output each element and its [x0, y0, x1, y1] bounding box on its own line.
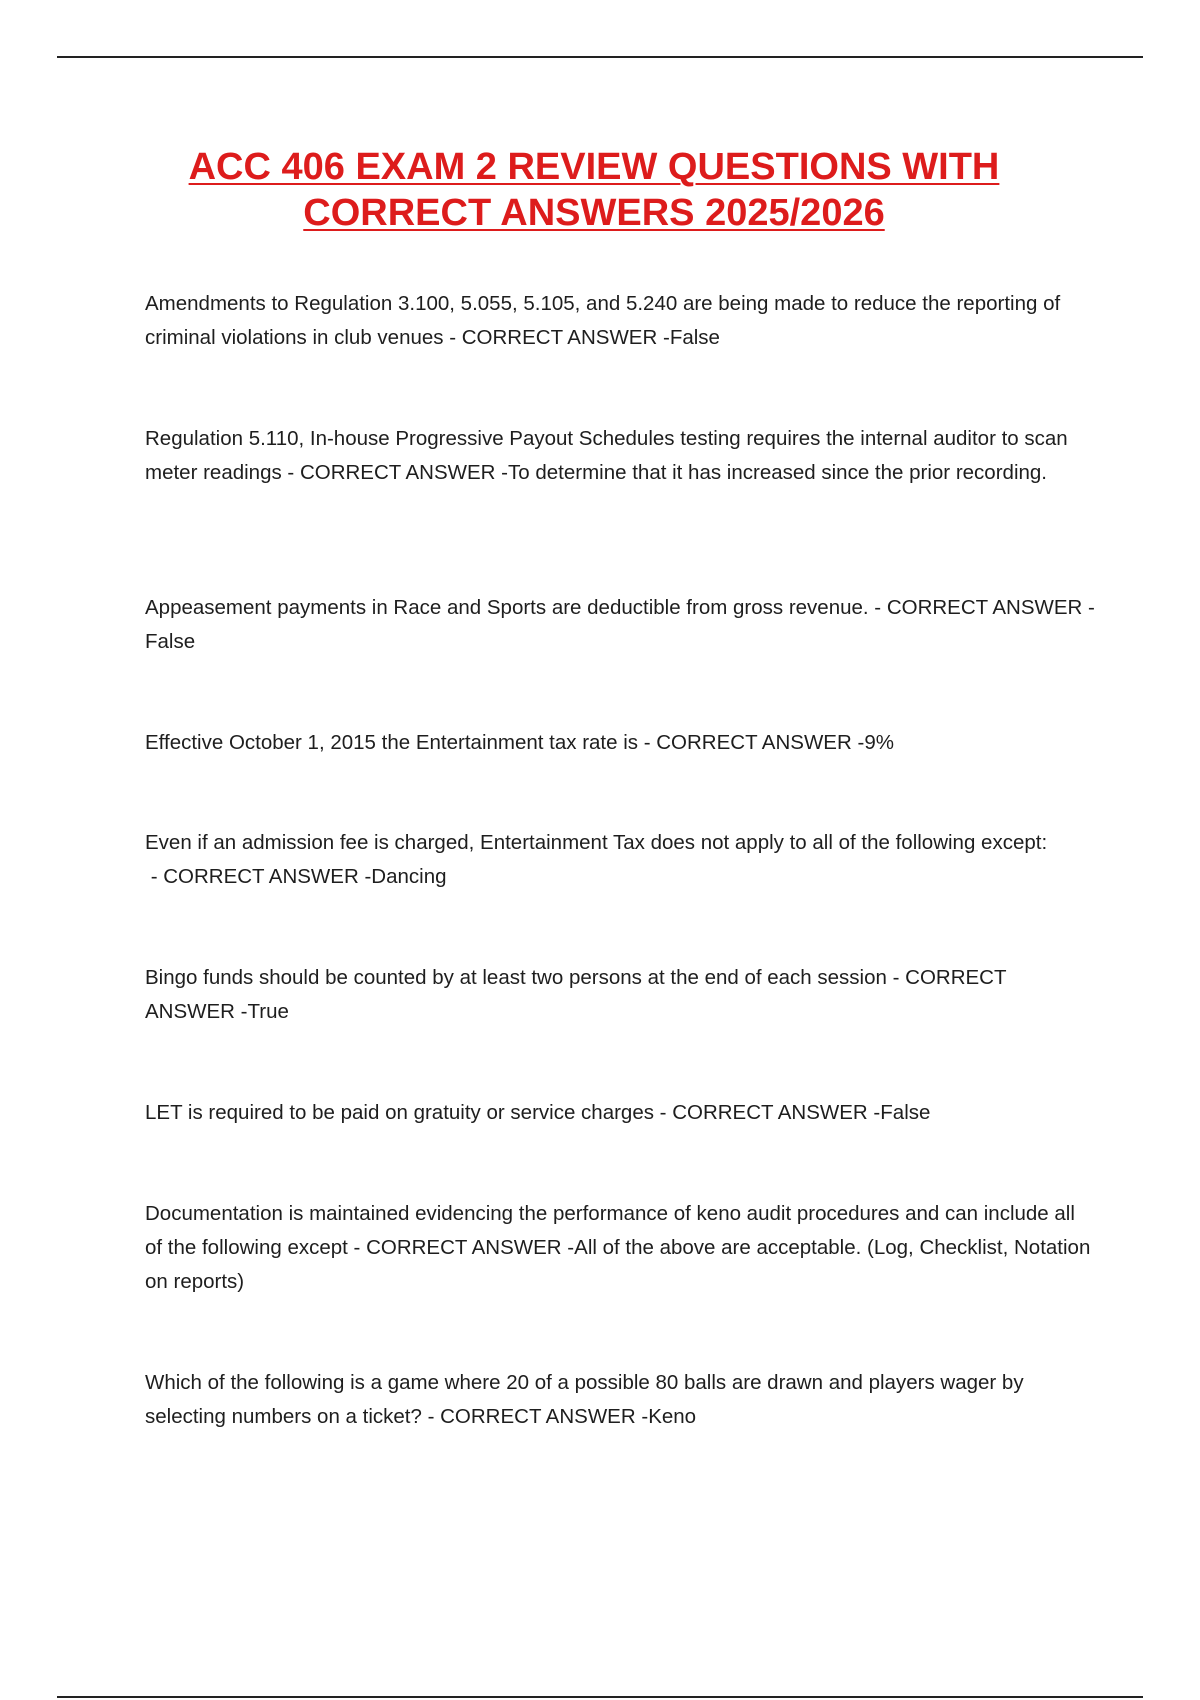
answer-marker: CORRECT ANSWER [440, 1405, 636, 1428]
qa-item-6: Bingo funds should be counted by at least two persons at the end of each session - CORRECT ANSWER -True [145, 966, 1007, 1023]
answer-text: To determine that it has increased since the prior recording. [508, 461, 1047, 484]
title-line-2: CORRECT ANSWERS 2025/2026 [303, 192, 885, 234]
question-text: Effective October 1, 2015 the Entertainment tax rate is [145, 731, 639, 754]
answer-marker: CORRECT ANSWER [299, 461, 496, 484]
answer-text: Keno [648, 1405, 697, 1428]
answer-text: Dancing [371, 865, 447, 888]
bottom-divider [57, 1696, 1143, 1698]
answer-marker: CORRECT ANSWER [145, 966, 1007, 1023]
qa-item-8: Documentation is maintained evidencing the performance of keno audit procedures and can include all of the following except - CORRECT ANSWER -All of the above are acceptable. (Log, Checklist, Notation on reports) [145, 1202, 1091, 1293]
answer-marker: CORRECT ANSWER [461, 326, 658, 349]
answer-marker: CORRECT ANSWER [163, 865, 359, 888]
qa-item-4: Effective October 1, 2015 the Entertainment tax rate is - CORRECT ANSWER -9% [145, 731, 894, 754]
qa-item-3: Appeasement payments in Race and Sports are deductible from gross revenue. - CORRECT ANSWER -False [145, 596, 1095, 653]
answer-text: 9% [864, 731, 894, 754]
qa-item-7: LET is required to be paid on gratuity or service charges - CORRECT ANSWER -False [145, 1101, 931, 1124]
answer-marker: CORRECT ANSWER [366, 1236, 562, 1259]
title-line-1: ACC 406 EXAM 2 REVIEW QUESTIONS WITH [188, 146, 1000, 188]
qa-item-2: Regulation 5.110, In-house Progressive Payout Schedules testing requires the internal auditor to scan meter readings - CORRECT ANSWER -To determine that it has increased since the prior recording. [145, 427, 1068, 484]
document-title [0, 144, 1188, 236]
question-text: Even if an admission fee is charged, Entertainment Tax does not apply to all of the following except: [145, 831, 1048, 854]
answer-marker: CORRECT ANSWER [886, 596, 1083, 619]
answer-text: True [247, 1000, 289, 1023]
question-text: Documentation is maintained evidencing the performance of keno audit procedures and can include all of the following except [145, 1202, 1075, 1259]
answer-marker: CORRECT ANSWER [672, 1101, 868, 1124]
question-text: Regulation 5.110, In-house Progressive Payout Schedules testing requires the internal auditor to scan meter readings [145, 427, 1068, 484]
qa-item-1: Amendments to Regulation 3.100, 5.055, 5.105, and 5.240 are being made to reduce the reporting of criminal violations in club venues - CORRECT ANSWER -False [145, 292, 1061, 349]
answer-text: False [669, 326, 720, 349]
question-text: Bingo funds should be counted by at least two persons at the end of each session [145, 966, 887, 989]
answer-text: False [145, 630, 196, 653]
question-text: LET is required to be paid on gratuity or service charges [145, 1101, 654, 1124]
question-text: Which of the following is a game where 20 of a possible 80 balls are drawn and players wager by selecting numbers on a ticket? [145, 1371, 1024, 1428]
qa-item-9: Which of the following is a game where 20 of a possible 80 balls are drawn and players wager by selecting numbers on a ticket? - CORRECT ANSWER -Keno [145, 1371, 1024, 1428]
answer-text: All of the above are acceptable. (Log, Checklist, Notation on reports) [145, 1236, 1091, 1293]
answer-marker: CORRECT ANSWER [656, 731, 852, 754]
question-text: Amendments to Regulation 3.100, 5.055, 5.105, and 5.240 are being made to reduce the reporting of criminal violations in club venues [145, 292, 1061, 349]
top-divider [57, 56, 1143, 58]
question-text: Appeasement payments in Race and Sports are deductible from gross revenue. [145, 596, 869, 619]
answer-text: False [880, 1101, 931, 1124]
qa-item-5: Even if an admission fee is charged, Entertainment Tax does not apply to all of the following except: - CORRECT ANSWER -Dancing [145, 831, 1048, 888]
